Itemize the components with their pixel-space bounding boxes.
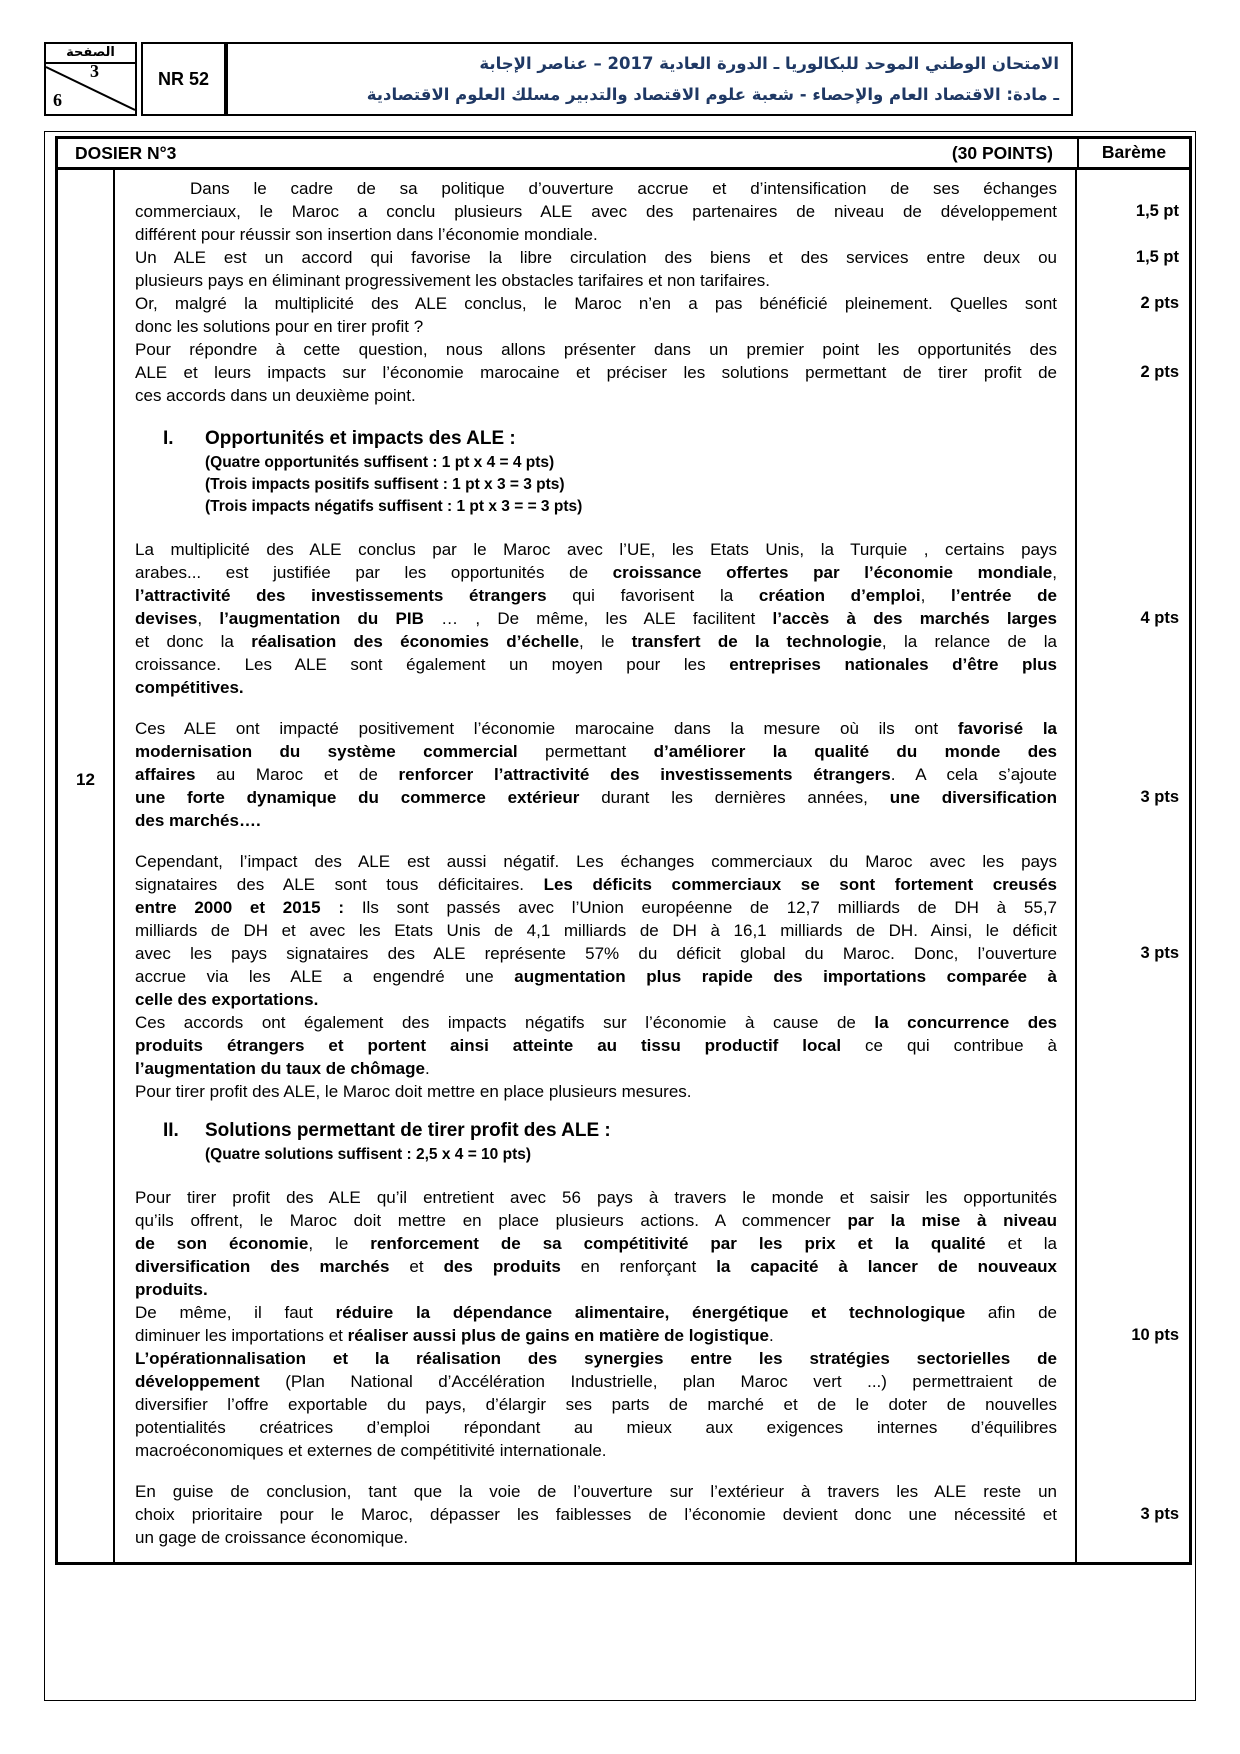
dossier-header-row [58, 139, 1189, 170]
text-line: Pour tirer profit des ALE qu’il entretient avec 56 pays à travers le monde et saisir les opportunités [135, 1188, 1057, 1207]
text-line: La multiplicité des ALE conclus par le Maroc avec l’UE, les Etats Unis, la Turquie , certains pays [135, 540, 1057, 559]
heading-title: Solutions permettant de tirer profit des ALE : [205, 1120, 611, 1141]
text-line: milliards de DH et avec les Etats Unis de 4,1 milliards de DH à 16,1 milliards de DH. Ainsi, le déficit [135, 921, 1057, 940]
heading-number: II. [163, 1120, 179, 1141]
paragraph [135, 1347, 1057, 1462]
dossier-points: (30 POINTS) [951, 142, 1053, 163]
text-line: avec les pays signataires des ALE représente 57% du déficit global du Maroc. Donc, l’ouverture [135, 944, 1057, 963]
page-fraction [46, 61, 135, 112]
bareme-cell [1077, 1480, 1189, 1549]
paragraph [135, 246, 1057, 292]
bareme-value: 1,5 pt [1135, 202, 1179, 220]
paragraph [135, 338, 1057, 407]
paragraph [135, 850, 1057, 1011]
bareme-value: 1,5 pt [1135, 248, 1179, 266]
bareme-value: 3 pts [1140, 1505, 1179, 1523]
text-line: Ces ALE ont impacté positivement l’économie marocaine dans la mesure où ils ont favorisé la [135, 719, 1057, 738]
section-heading [135, 1117, 1057, 1144]
content-cell [115, 292, 1077, 338]
text-line: produits. [135, 1280, 208, 1299]
paragraph [135, 1080, 1057, 1103]
dossier-row [115, 407, 1189, 522]
dossier-row [115, 177, 1189, 246]
bareme-cell [1077, 1186, 1189, 1462]
bareme-cell [1077, 246, 1189, 292]
text-line: un gage de croissance économique. [135, 1528, 409, 1547]
text-line: arabes... est justifiée par les opportunités de croissance offertes par l’économie mondiale, [135, 563, 1057, 582]
exam-code-box [141, 42, 226, 116]
content-cell [115, 1186, 1077, 1462]
text-line: donc les solutions pour en tirer profit ? [135, 317, 424, 336]
exam-title-line1: الامتحان الوطني الموحد للبكالوريا ـ الدورة العادية 2017 – عناصر الإجابة [479, 54, 1059, 73]
text-line: diversifier l’offre exportable du pays, d’élargir ses parts de marché et de le doter de nouvelles [135, 1395, 1057, 1414]
heading-title: Opportunités et impacts des ALE : [205, 428, 516, 449]
text-line: celle des exportations. [135, 990, 319, 1009]
dossier-row [115, 522, 1189, 699]
content-rows [115, 170, 1189, 1549]
content-cell [115, 850, 1077, 1103]
bareme-cell [1077, 538, 1189, 699]
paragraph [135, 177, 1057, 246]
question-number: 12 [76, 770, 95, 789]
text-line: de son économie, le renforcement de sa compétitivité par les prix et la qualité et la [135, 1234, 1057, 1253]
paragraph [135, 1480, 1057, 1549]
text-line: plusieurs pays en éliminant progressivement les obstacles tarifaires et non tarifaires. [135, 271, 770, 290]
text-line: Pour répondre à cette question, nous allons présenter dans un premier point les opportunités des [135, 340, 1057, 359]
text-line: diminuer les importations et réaliser aussi plus de gains en matière de logistique. [135, 1326, 774, 1345]
bareme-cell [1077, 717, 1189, 832]
bareme-cell [1077, 338, 1189, 407]
content-cell [115, 338, 1077, 407]
dossier-table [55, 136, 1192, 1565]
dossier-header-left [58, 139, 1077, 167]
page-label: الصفحة [46, 44, 135, 64]
bareme-cell [1077, 425, 1189, 518]
content-cell [115, 425, 1077, 518]
bareme-column-divider [1075, 170, 1077, 1562]
text-line: qu’ils offrent, le Maroc doit mettre en place plusieurs actions. A commencer par la mise à niveau [135, 1211, 1057, 1230]
paragraph [135, 1301, 1057, 1347]
dossier-body [58, 170, 1189, 1562]
text-line: Pour tirer profit des ALE, le Maroc doit mettre en place plusieurs mesures. [135, 1082, 692, 1101]
dossier-row [115, 1170, 1189, 1462]
dossier-row [115, 699, 1189, 832]
paragraph [135, 538, 1057, 699]
heading-number: I. [163, 428, 174, 449]
text-line: ALE et leurs impacts sur l’économie marocaine et préciser les solutions permettant de tirer profit de [135, 363, 1057, 382]
text-line: diversification des marchés et des produits en renforçant la capacité à lancer de nouveaux [135, 1257, 1058, 1276]
bareme-cell [1077, 292, 1189, 338]
text-line: macroéconomiques et externes de compétitivité internationale. [135, 1441, 607, 1460]
dossier-row [115, 292, 1189, 338]
text-line: et donc la réalisation des économies d’échelle, le transfert de la technologie, la relance de la [135, 632, 1058, 651]
bareme-value: 3 pts [1140, 944, 1179, 962]
text-line: croissance. Les ALE sont également un moyen pour les entreprises nationales d’être plus [135, 655, 1057, 674]
text-line: des marchés…. [135, 811, 261, 830]
page-total: 6 [53, 90, 62, 110]
content-cell [115, 538, 1077, 699]
heading-note: (Trois impacts positifs suffisent : 1 pt x 3 = 3 pts) [205, 476, 565, 493]
section-heading [135, 425, 1057, 452]
text-line: ces accords dans un deuxième point. [135, 386, 416, 405]
paragraph [135, 1011, 1057, 1080]
paragraph [135, 1186, 1057, 1301]
content-cell [115, 177, 1077, 246]
text-line: Ces accords ont également des impacts négatifs sur l’économie à cause de la concurrence des [135, 1013, 1057, 1032]
text-line: affaires au Maroc et de renforcer l’attractivité des investissements étrangers. A cela s’ajoute [135, 765, 1058, 784]
text-line: En guise de conclusion, tant que la voie de l’ouverture sur l’extérieur à travers les ALE reste un [135, 1482, 1057, 1501]
exam-header [44, 42, 1073, 118]
text-line: compétitives. [135, 678, 244, 697]
content-cell [115, 1117, 1077, 1166]
bareme-cell [1077, 850, 1189, 1103]
text-line: L’opérationnalisation et la réalisation des synergies entre les stratégies sectorielles de [135, 1349, 1057, 1368]
exam-title-box [226, 42, 1073, 116]
paragraph [135, 292, 1057, 338]
text-line: différent pour réussir son insertion dans l’économie mondiale. [135, 225, 598, 244]
bareme-cell [1077, 177, 1189, 246]
text-line: modernisation du système commercial permettant d’améliorer la qualité du monde des [135, 742, 1057, 761]
text-line: devises, l’augmentation du PIB … , De même, les ALE facilitent l’accès à des marchés larges [135, 609, 1057, 628]
text-line: Dans le cadre de sa politique d’ouverture accrue et d’intensification de ses échanges [190, 179, 1057, 198]
text-line: Or, malgré la multiplicité des ALE conclus, le Maroc n’en a pas bénéficié pleinement. Quelles sont [135, 294, 1057, 313]
bareme-value: 10 pts [1131, 1326, 1179, 1344]
text-line: accrue via les ALE a engendré une augmentation plus rapide des importations comparée à [135, 967, 1058, 986]
heading-note: (Quatre opportunités suffisent : 1 pt x 4 = 4 pts) [205, 454, 555, 471]
bareme-header: Barème [1077, 139, 1189, 167]
text-line: produits étrangers et portent ainsi atteinte au tissu productif local ce qui contribue à [135, 1036, 1058, 1055]
heading-note: (Trois impacts négatifs suffisent : 1 pt x 3 = = 3 pts) [205, 498, 583, 515]
content-cell [115, 1480, 1077, 1549]
question-number-column [58, 170, 115, 1562]
page-number-box [44, 42, 137, 116]
bareme-value: 3 pts [1140, 788, 1179, 806]
bareme-value: 2 pts [1140, 363, 1179, 381]
text-line: potentialités créatrices d’emploi répondant au mieux aux exigences internes d’équilibres [135, 1418, 1057, 1437]
paragraph [135, 717, 1057, 832]
content-cell [115, 717, 1077, 832]
text-line: commerciaux, le Maroc a conclu plusieurs ALE avec des partenaires de niveau de développement [135, 202, 1057, 221]
bareme-value: 2 pts [1140, 294, 1179, 312]
exam-code: NR 52 [157, 68, 210, 89]
bareme-cell [1077, 1117, 1189, 1166]
text-line: signataires des ALE sont tous déficitaires. Les déficits commerciaux se sont fortement creusés [135, 875, 1057, 894]
dossier-row [115, 338, 1189, 407]
dossier-row [115, 1103, 1189, 1170]
page-current: 3 [90, 61, 99, 81]
text-line: choix prioritaire pour le Maroc, dépasser les faiblesses de l’économie devient donc une nécessité et [135, 1505, 1057, 1524]
text-line: Cependant, l’impact des ALE est aussi négatif. Les échanges commerciaux du Maroc avec les pays [135, 852, 1057, 871]
text-line: l’attractivité des investissements étrangers qui favorisent la création d’emploi, l’entrée de [135, 586, 1057, 605]
text-line: l’augmentation du taux de chômage. [135, 1059, 430, 1078]
heading-note: (Quatre solutions suffisent : 2,5 x 4 = 10 pts) [205, 1146, 532, 1163]
bareme-value: 4 pts [1140, 609, 1179, 627]
text-line: une forte dynamique du commerce extérieur durant les dernières années, une diversification [135, 788, 1058, 807]
text-line: Un ALE est un accord qui favorise la libre circulation des biens et des services entre deux ou [135, 248, 1057, 267]
content-cell [115, 246, 1077, 292]
dossier-row [115, 832, 1189, 1103]
text-line: entre 2000 et 2015 : Ils sont passés avec l’Union européenne de 12,7 milliards de DH à 55,7 [135, 898, 1057, 917]
exam-title-line2: ـ مادة: الاقتصاد العام والإحصاء - شعبة علوم الاقتصاد والتدبير مسلك العلوم الاقتصادية [366, 85, 1059, 104]
text-line: De même, il faut réduire la dépendance alimentaire, énergétique et technologique afin de [135, 1303, 1057, 1322]
dossier-title: DOSIER N°3 [75, 142, 177, 163]
text-line: développement (Plan National d’Accélération Industrielle, plan Maroc vert ...) permettraient de [135, 1372, 1057, 1391]
dossier-row [115, 1462, 1189, 1549]
dossier-row [115, 246, 1189, 292]
